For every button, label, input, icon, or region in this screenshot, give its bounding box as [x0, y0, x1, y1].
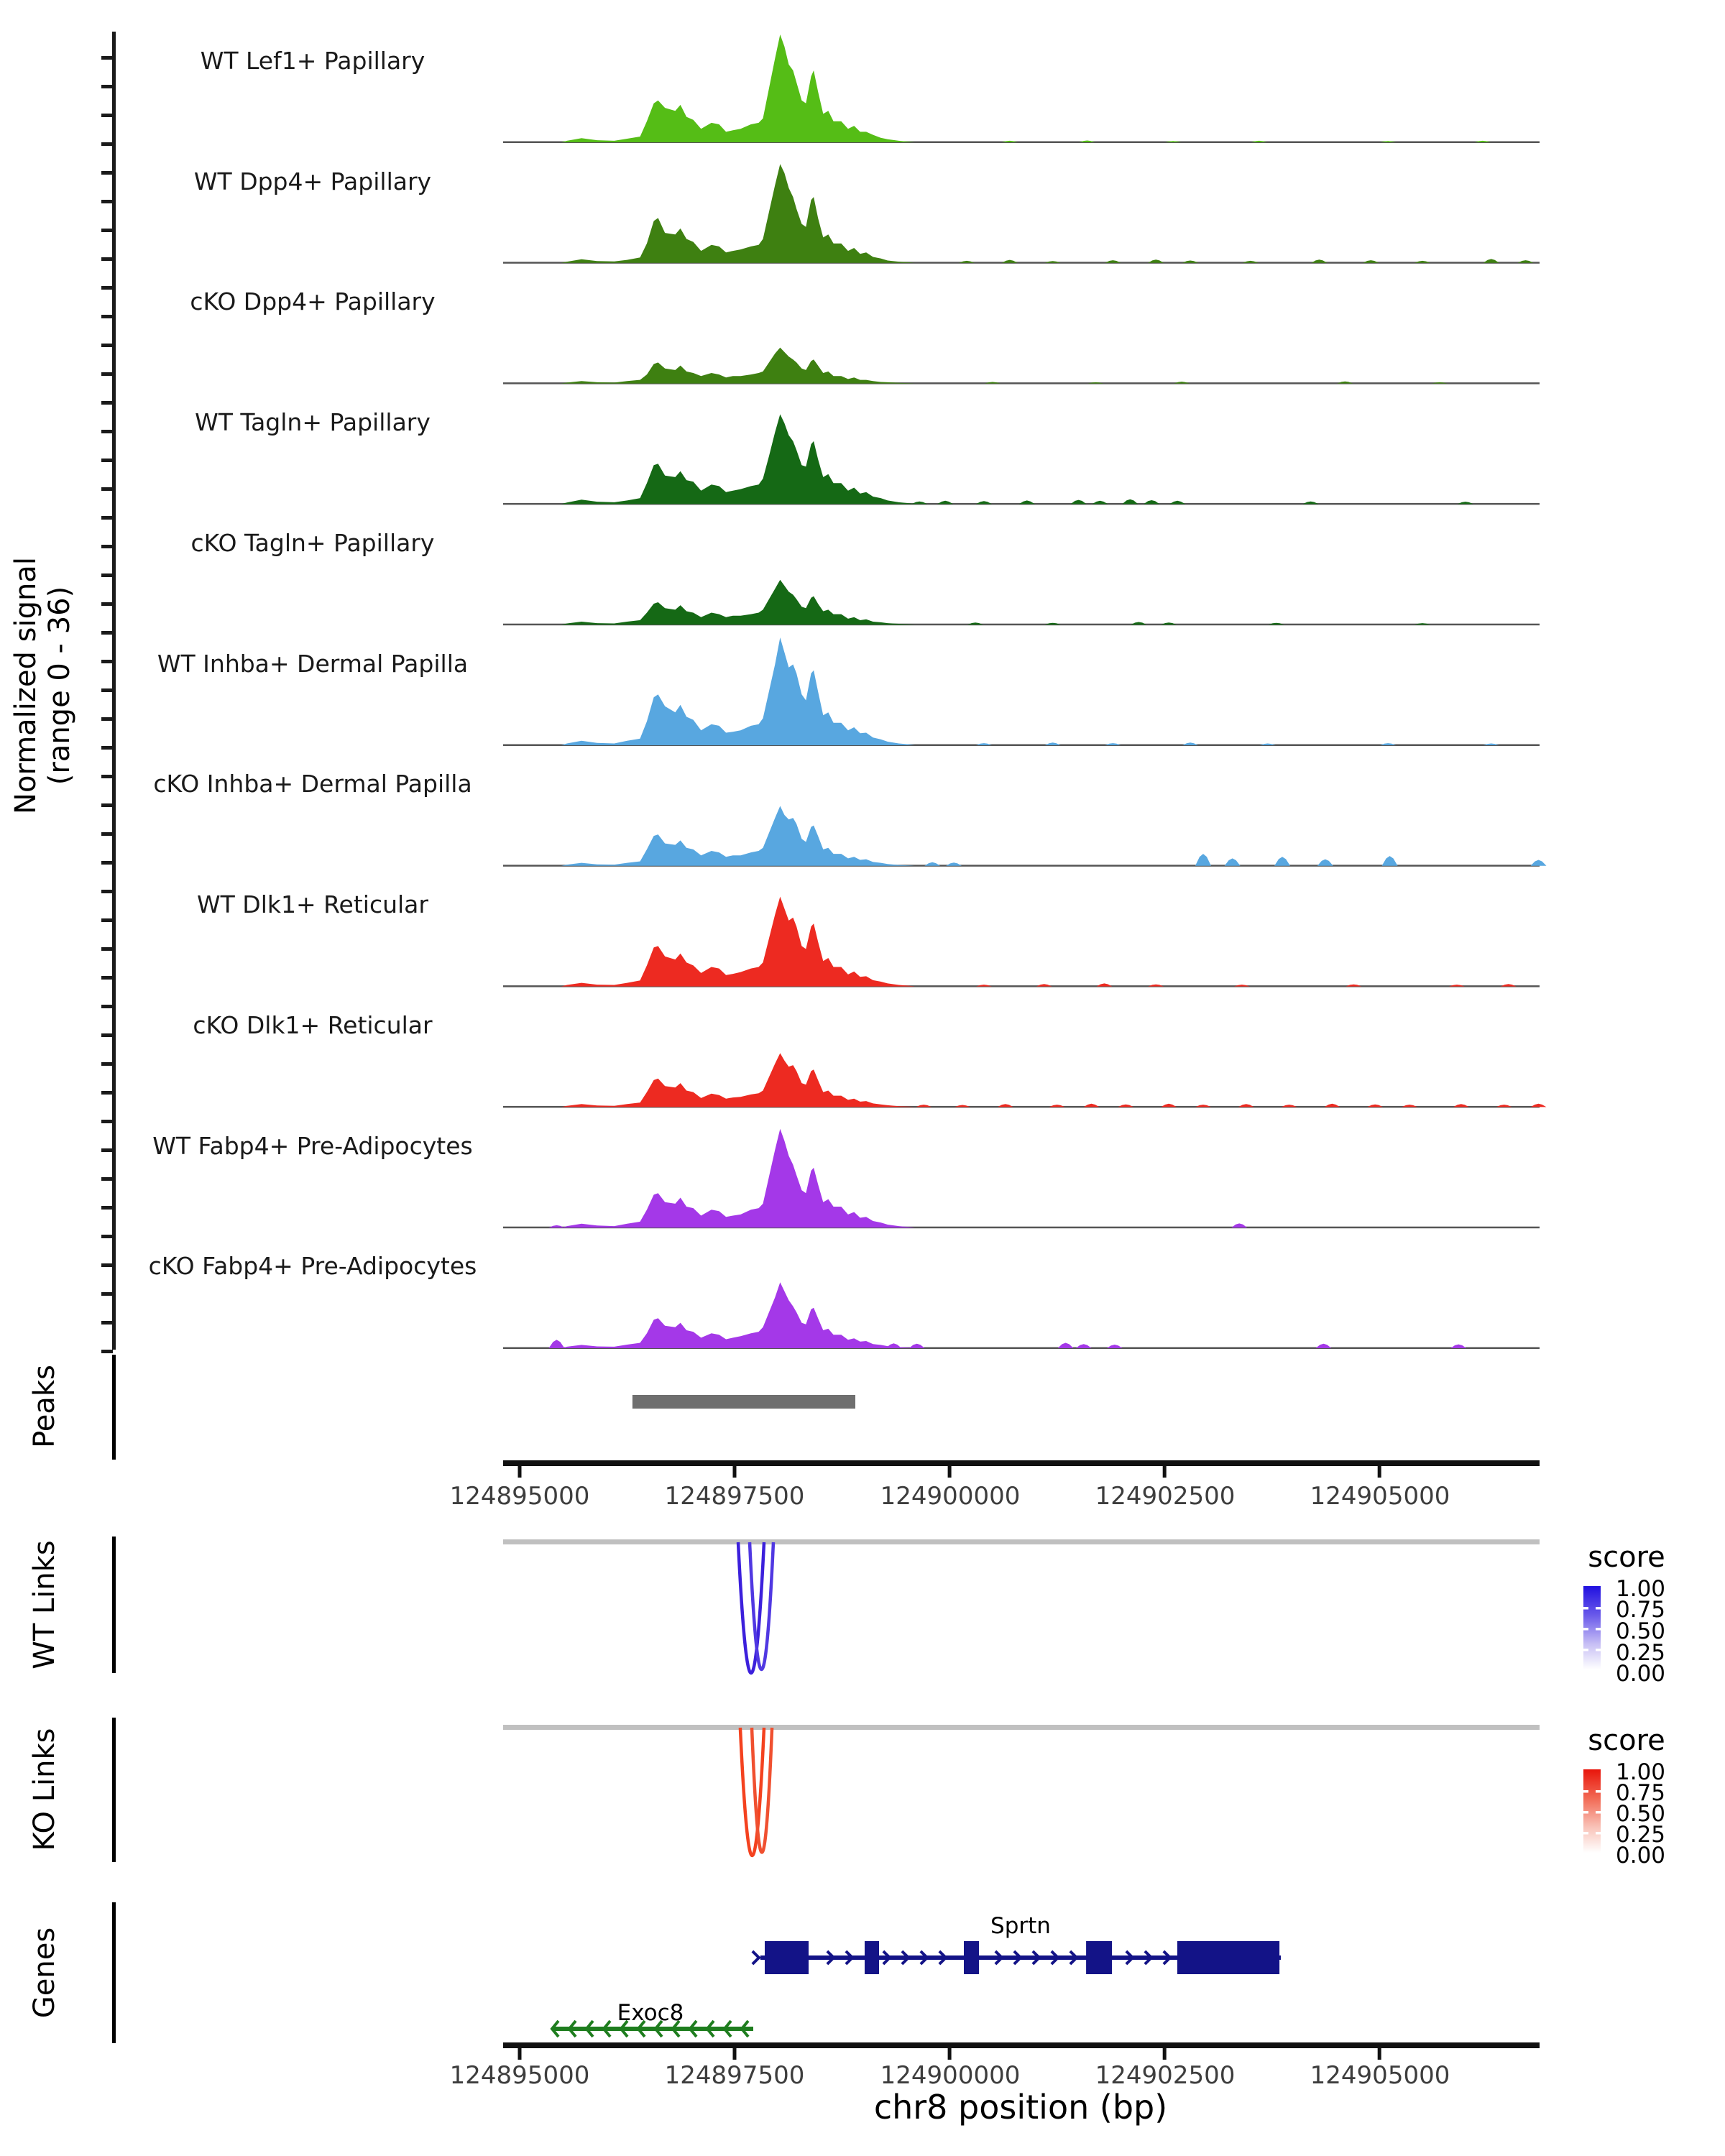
coverage-bump — [1282, 1105, 1297, 1107]
axis2-tick-2: 124900000 — [880, 2061, 1021, 2090]
wt-legend-tick-dash — [1583, 1628, 1588, 1631]
wt-legend-tick-050: 0.50 — [1616, 1618, 1666, 1644]
gene-exon-sprtn — [1177, 1941, 1279, 1974]
axis2-tick-1: 124897500 — [664, 2061, 805, 2090]
coverage-bump — [886, 1343, 901, 1348]
signal-y-axis-tick — [101, 746, 113, 750]
signal-y-axis-tick — [101, 229, 113, 232]
axis1-tick-mark — [1163, 1466, 1167, 1478]
coverage-bump — [1450, 1345, 1466, 1348]
track-label-wt-fabp4: WT Fabp4+ Pre-Adipocytes — [152, 1132, 473, 1160]
coverage-area — [561, 164, 915, 262]
coverage-area — [561, 1129, 915, 1228]
signal-y-axis-tick — [101, 1120, 113, 1123]
signal-y-axis-tick — [101, 85, 113, 88]
axis1-tick-mark — [518, 1466, 522, 1478]
wt-legend-tick-100: 1.00 — [1616, 1576, 1666, 1602]
y-axis-label — [9, 557, 77, 814]
coverage-bump — [1458, 502, 1473, 504]
signal-y-axis-tick — [101, 1062, 113, 1066]
axis2-line — [503, 2042, 1540, 2048]
coverage-bump — [1317, 860, 1333, 866]
ko-legend-tick-dash — [1596, 1832, 1601, 1835]
signal-y-axis-tick — [101, 861, 113, 865]
coverage-bump — [1324, 1104, 1340, 1107]
signal-y-axis-tick — [101, 1148, 113, 1152]
ko-legend-tick-025: 0.25 — [1616, 1822, 1666, 1848]
track-label-cko-dpp4: cKO Dpp4+ Papillary — [190, 287, 436, 315]
coverage-bump — [1382, 856, 1398, 866]
signal-y-axis-tick — [101, 200, 113, 203]
gene-exon-sprtn — [1086, 1941, 1112, 1974]
coverage-bump — [1118, 1105, 1133, 1107]
coverage-bump — [1019, 500, 1035, 504]
wt-legend-tick-000: 0.00 — [1616, 1661, 1666, 1687]
signal-y-axis-tick — [101, 573, 113, 577]
axis1-tick-3: 124902500 — [1095, 1482, 1236, 1511]
coverage-bump — [1049, 1105, 1065, 1107]
coverage-bump — [1367, 1105, 1383, 1107]
coverage-bump — [1071, 500, 1087, 505]
wt-legend-tick-025: 0.25 — [1616, 1640, 1666, 1666]
axis2-tick-mark — [733, 2048, 737, 2060]
signal-y-axis-tick — [101, 976, 113, 980]
ko-legend-tick-050: 0.50 — [1616, 1801, 1666, 1827]
signal-y-axis-tick — [101, 430, 113, 433]
axis1-tick-2: 124900000 — [880, 1482, 1021, 1511]
section-label-genes: Genes — [28, 1927, 61, 2019]
coverage-area — [561, 637, 915, 745]
signal-y-axis-tick — [101, 717, 113, 721]
coverage-bump — [1058, 1343, 1074, 1349]
axis2-tick-0: 124895000 — [449, 2061, 590, 2090]
signal-y-axis-tick — [101, 602, 113, 606]
ko-legend-tick-dash — [1596, 1811, 1601, 1814]
coverage-bump — [1518, 260, 1534, 263]
signal-y-axis-tick — [101, 487, 113, 491]
signal-y-axis-tick — [101, 286, 113, 290]
coverage-bump — [1530, 1104, 1546, 1107]
signal-y-axis-tick — [101, 516, 113, 520]
coverage-bump — [548, 1225, 564, 1227]
axis1-tick-mark — [1378, 1466, 1381, 1478]
axis2-tick-mark — [518, 2048, 522, 2060]
coverage-bump — [1036, 984, 1052, 986]
wt-legend-tick-075: 0.75 — [1616, 1597, 1666, 1623]
coverage-bump — [1195, 1105, 1211, 1107]
signal-y-axis-tick — [101, 803, 113, 807]
track-label-cko-dlk1: cKO Dlk1+ Reticular — [193, 1011, 433, 1039]
coverage-bump — [1484, 259, 1499, 262]
coverage-bump — [1274, 857, 1290, 866]
signal-y-axis-tick — [101, 171, 113, 175]
axis1-line — [503, 1460, 1540, 1466]
ko-legend-tick-100: 1.00 — [1616, 1759, 1666, 1785]
coverage-bump — [1453, 1104, 1469, 1107]
signal-y-axis-tick — [101, 1177, 113, 1181]
coverage-bump — [1076, 1344, 1092, 1348]
coverage-bump — [1122, 499, 1138, 505]
ko-links-topline — [503, 1725, 1540, 1730]
ko-legend-tick-dash — [1583, 1790, 1588, 1793]
wt-legend-title: score — [1588, 1541, 1665, 1574]
peaks-axis-bar — [112, 1355, 116, 1460]
coverage-bump — [548, 1340, 564, 1348]
axis1-tick-0: 124895000 — [449, 1482, 590, 1511]
track-label-wt-inhba: WT Inhba+ Dermal Papilla — [157, 650, 469, 678]
signal-y-axis-tick — [101, 1263, 113, 1267]
coverage-area — [561, 348, 915, 384]
coverage-bump — [916, 1105, 932, 1107]
axis2-tick-4: 124905000 — [1310, 2061, 1450, 2090]
coverage-bump — [1195, 854, 1211, 866]
signal-y-axis-tick — [101, 1091, 113, 1095]
signal-y-axis-tick — [101, 947, 113, 951]
coverage-area — [561, 806, 915, 866]
coverage-bump — [1363, 260, 1379, 263]
signal-y-axis-tick — [101, 918, 113, 922]
coverage-bump — [946, 862, 962, 866]
coverage-bump — [911, 502, 927, 505]
gene-exon-sprtn — [964, 1941, 979, 1974]
coverage-bump — [924, 862, 940, 866]
signal-y-axis-tick — [101, 688, 113, 692]
coverage-bump — [1238, 1104, 1254, 1107]
ko-legend-tick-dash — [1583, 1811, 1588, 1814]
signal-y-axis-tick — [101, 257, 113, 261]
coverage-bump — [1496, 1105, 1512, 1107]
section-label-wt-links: WT Links — [28, 1540, 61, 1669]
ko-legend-tick-000: 0.00 — [1616, 1843, 1666, 1869]
y-axis-label-line1: Normalized signal — [9, 557, 42, 814]
coverage-area — [561, 1282, 915, 1348]
strand-arrow-right-icon — [753, 1951, 759, 1964]
gene-label-sprtn: Sprtn — [990, 1913, 1051, 1939]
gene-exon-sprtn — [865, 1941, 879, 1974]
ko-legend-title: score — [1588, 1724, 1665, 1757]
ko-legend-tick-075: 0.75 — [1616, 1780, 1666, 1806]
coverage-bump — [1144, 500, 1159, 504]
axis2-tick-3: 124902500 — [1095, 2061, 1236, 2090]
coverage-bump — [1169, 501, 1185, 505]
wt-links-topline — [503, 1539, 1540, 1544]
signal-y-axis-tick — [101, 631, 113, 635]
coverage-bump — [1148, 259, 1164, 263]
wt-legend-tick-dash — [1583, 1649, 1588, 1651]
signal-y-axis-tick — [101, 401, 113, 405]
coverage-bump — [1182, 742, 1198, 745]
wt-legend-tick-dash — [1596, 1649, 1601, 1651]
gene-exon-sprtn — [765, 1941, 809, 1974]
gene-label-exoc8: Exoc8 — [617, 2000, 684, 2026]
signal-y-axis-tick — [101, 315, 113, 318]
coverage-bump — [1092, 501, 1108, 505]
y-axis-label-line2: (range 0 - 36) — [43, 586, 76, 786]
coverage-bump — [1096, 983, 1112, 986]
x-axis-title: chr8 position (bp) — [873, 2088, 1168, 2127]
coverage-area — [561, 414, 915, 504]
coverage-bump — [909, 1344, 925, 1348]
wt-links-axis-bar — [112, 1537, 116, 1673]
ko-legend-tick-dash — [1596, 1790, 1601, 1793]
signal-y-axis-tick — [101, 1005, 113, 1008]
signal-y-axis-tick — [101, 1033, 113, 1037]
coverage-area — [561, 34, 915, 142]
coverage-bump — [1315, 1344, 1331, 1348]
coverage-area — [561, 580, 915, 625]
signal-y-axis-tick — [101, 890, 113, 893]
signal-y-axis-tick — [101, 832, 113, 836]
wt-legend-tick-dash — [1596, 1607, 1601, 1610]
track-label-wt-lef1: WT Lef1+ Papillary — [200, 47, 426, 75]
coverage-bump — [1083, 1104, 1099, 1107]
signal-y-axis-tick — [101, 545, 113, 548]
signal-y-axis-tick — [101, 459, 113, 462]
coverage-bump — [976, 501, 992, 504]
signal-y-axis-tick — [101, 1292, 113, 1296]
signal-y-axis-tick — [101, 775, 113, 778]
axis1-tick-1: 124897500 — [664, 1482, 805, 1511]
signal-y-axis-tick — [101, 1235, 113, 1238]
track-label-wt-dlk1: WT Dlk1+ Reticular — [197, 890, 428, 918]
coverage-area — [561, 897, 915, 987]
coverage-bump — [1002, 260, 1018, 263]
signal-y-axis-tick — [101, 1321, 113, 1325]
coverage-bump — [1107, 1345, 1123, 1348]
ko-links-axis-bar — [112, 1718, 116, 1862]
track-label-cko-inhba: cKO Inhba+ Dermal Papilla — [153, 770, 472, 798]
coverage-bump — [1131, 622, 1146, 625]
axis1-tick-mark — [948, 1466, 952, 1478]
ko-legend-tick-dash — [1583, 1832, 1588, 1835]
track-label-cko-fabp4: cKO Fabp4+ Pre-Adipocytes — [148, 1252, 477, 1280]
coverage-bump — [1161, 1104, 1177, 1107]
wt-legend-tick-dash — [1583, 1607, 1588, 1610]
coverage-bump — [1225, 858, 1241, 865]
axis1-tick-4: 124905000 — [1310, 1482, 1450, 1511]
signal-y-axis-tick — [101, 344, 113, 347]
track-label-cko-tagln: cKO Tagln+ Papillary — [190, 529, 435, 557]
axis1-tick-mark — [733, 1466, 737, 1478]
track-label-wt-tagln: WT Tagln+ Papillary — [195, 408, 431, 436]
section-label-peaks: Peaks — [28, 1365, 61, 1448]
axis2-tick-mark — [1378, 2048, 1381, 2060]
axis2-tick-mark — [1163, 2048, 1167, 2060]
wt-legend-tick-dash — [1596, 1628, 1601, 1631]
coverage-area — [561, 1053, 915, 1107]
section-label-ko-links: KO Links — [28, 1728, 61, 1851]
signal-y-axis-tick — [101, 1350, 113, 1353]
signal-y-axis-tick — [101, 660, 113, 663]
coverage-bump — [1402, 1105, 1417, 1107]
track-label-wt-dpp4: WT Dpp4+ Papillary — [193, 167, 432, 195]
signal-y-axis-tick — [101, 142, 113, 146]
coverage-bump — [1182, 261, 1198, 263]
signal-y-axis-tick — [101, 114, 113, 117]
genes-axis-bar — [112, 1902, 116, 2043]
coverage-bump — [937, 501, 953, 505]
coverage-bump — [1501, 984, 1517, 986]
coverage-bump — [1311, 259, 1327, 263]
coverage-bump — [1231, 1223, 1247, 1227]
peak-bar — [632, 1395, 855, 1409]
coverage-bump — [1303, 502, 1319, 505]
signal-y-axis-tick — [101, 56, 113, 60]
coverage-bump — [1045, 742, 1061, 745]
coverage-bump — [1105, 260, 1121, 263]
coverage-bump — [998, 1104, 1013, 1107]
signal-y-axis-tick — [101, 1206, 113, 1210]
coverage-bump — [1530, 860, 1546, 866]
signal-y-axis-tick — [101, 372, 113, 376]
axis2-tick-mark — [948, 2048, 952, 2060]
